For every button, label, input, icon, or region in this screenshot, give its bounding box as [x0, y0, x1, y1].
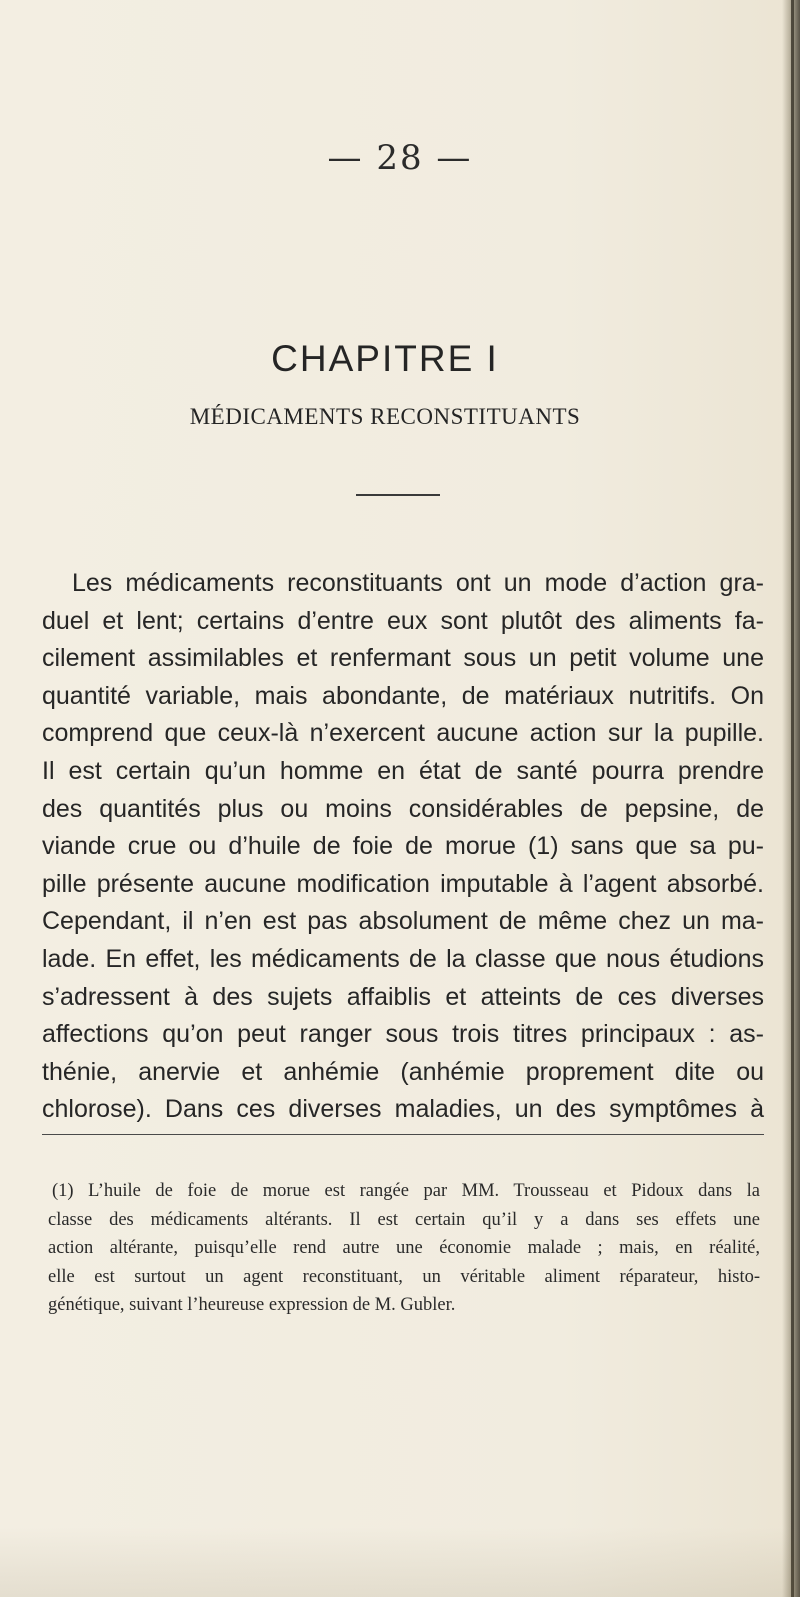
body-line: comprend que ceux-là n’exercent aucune action sur la pupille.	[42, 719, 764, 748]
footnote	[48, 1177, 760, 1320]
title-divider	[356, 494, 440, 496]
body-line: cilement assimilables et renfermant sous un petit volume une	[42, 644, 764, 673]
footnote-line: génétique, suivant l’heureuse expression de M. Gubler.	[48, 1295, 456, 1315]
body-line: s’adressent à des sujets affaiblis et atteints de ces diverses	[42, 982, 764, 1011]
body-line: lade. En effet, les médicaments de la classe que nous étudions	[42, 944, 764, 973]
page-bottom-shadow	[0, 1527, 800, 1597]
body-line: Cependant, il n’en est pas absolument de même chez un ma-	[42, 907, 764, 936]
footnote-line: action altérante, puisqu’elle rend autre une économie malade ; mais, en réalité,	[48, 1238, 760, 1258]
body-paragraph	[42, 565, 764, 1129]
body-line: thénie, anervie et anhémie (anhémie proprement dite ou	[42, 1057, 764, 1086]
footnote-line: elle est surtout un agent reconstituant, un véritable aliment réparateur, histo-	[48, 1266, 760, 1287]
body-line: duel et lent; certains d’entre eux sont plutôt des aliments fa-	[42, 606, 764, 635]
footnote-line: classe des médicaments altérants. Il est certain qu’il y a dans ses effets une	[48, 1209, 760, 1230]
page-edge-line	[791, 0, 794, 1597]
body-line: viande crue ou d’huile de foie de morue (1) sans que sa pu-	[42, 832, 764, 861]
body-line: Il est certain qu’un homme en état de santé pourra prendre	[42, 756, 764, 785]
body-line: quantité variable, mais abondante, de matériaux nutritifs. On	[42, 681, 764, 710]
body-line: Les médicaments reconstituants ont un mode d’action gra-	[72, 569, 764, 597]
footnote-divider	[42, 1134, 764, 1135]
chapter-subtitle: MÉDICAMENTS RECONSTITUANTS	[189, 404, 581, 429]
body-line: pille présente aucune modification imputable à l’agent absorbé.	[42, 869, 764, 898]
chapter-title: CHAPITRE I	[271, 338, 499, 379]
body-line: chlorose). Dans ces diverses maladies, un des symptômes à	[42, 1095, 764, 1124]
footnote-line: (1) L’huile de foie de morue est rangée par MM. Trousseau et Pidoux dans la	[52, 1181, 760, 1201]
page-number: — 28 —	[327, 138, 473, 178]
body-line: des quantités plus ou moins considérables de pepsine, de	[42, 794, 764, 823]
body-line: affections qu’on peut ranger sous trois titres principaux : as-	[42, 1020, 764, 1049]
